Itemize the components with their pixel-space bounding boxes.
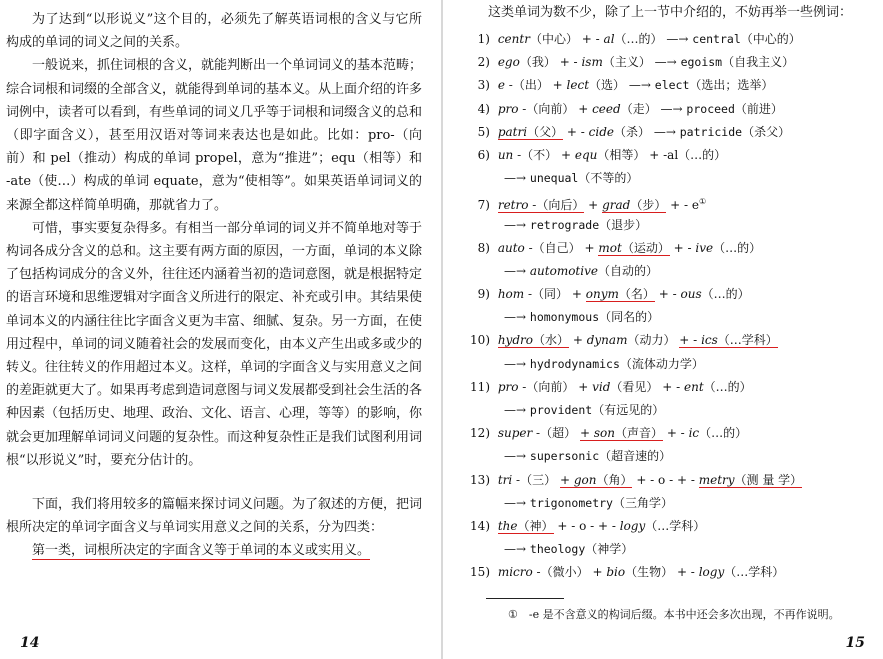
example-number: 6): [477, 147, 490, 162]
suffix: logy: [619, 518, 646, 533]
book-gutter: [441, 0, 443, 659]
prefix: pro -: [497, 101, 527, 116]
prefix: pro -: [497, 379, 527, 394]
example-number: 10): [470, 333, 490, 348]
example-number: 4): [477, 101, 490, 116]
root: the: [497, 518, 518, 533]
gloss: （向前）: [526, 101, 575, 116]
meaning: （三角学）: [612, 495, 673, 510]
plus: + -: [676, 565, 695, 580]
plus: +: [552, 78, 563, 93]
root: bio: [606, 565, 626, 580]
examples-list: [458, 28, 883, 585]
example-number: 3): [477, 78, 490, 93]
example-13: [458, 469, 883, 492]
gloss: （我）: [519, 55, 556, 70]
example-8-result: [458, 260, 883, 283]
word: elect: [654, 78, 690, 93]
example-number: 2): [477, 55, 490, 70]
gloss: （…的）: [614, 32, 663, 46]
word: homonymous: [529, 310, 600, 325]
meaning: （神学）: [585, 542, 634, 557]
gloss: （…的）: [703, 379, 752, 394]
right-page: [446, 0, 883, 659]
connector: + - o - + -: [636, 472, 695, 487]
gloss: （中心）: [529, 32, 578, 46]
gloss: （运动）: [621, 240, 670, 255]
example-number: 8): [477, 240, 490, 255]
plus: +: [572, 333, 583, 348]
connector: + - o - + -: [557, 518, 616, 533]
plus: + -: [666, 426, 685, 441]
suffix: ent: [684, 379, 704, 394]
example-7-result: [458, 214, 883, 237]
word: central: [692, 32, 741, 46]
gloss: （向前）: [526, 379, 575, 394]
arrow-icon: —→: [660, 101, 683, 116]
footnote: ① -e 是不含意义的构词后缀。本书中还会多次出现，不再作说明。: [508, 608, 840, 621]
plus: + -: [679, 333, 698, 348]
prefix: auto -: [497, 240, 533, 255]
gloss: （超）: [540, 426, 577, 441]
example-number: 12): [470, 426, 490, 441]
arrow-icon: —→: [504, 403, 527, 417]
gloss: （同）: [532, 287, 569, 302]
arrow-icon: —→: [504, 495, 527, 510]
arrow-icon: —→: [628, 78, 651, 93]
suffix: ive: [695, 240, 714, 255]
arrow-icon: —→: [504, 217, 527, 232]
word: proceed: [686, 101, 735, 116]
root: lect: [566, 78, 590, 93]
meaning: （中心的）: [740, 32, 801, 46]
word: automotive: [529, 263, 598, 278]
example-5: [458, 121, 883, 144]
meaning: （超音速的）: [599, 449, 672, 464]
paragraph-3: 可惜，事实要复杂得多。有相当一部分单词的词义并不简单地对等于构词各成分含义的总和。这主要有两方面的原因，一方面，单词的本义除了包括构词成分的含义外，往往还内涵着当初的造词意图，就是根据特定的语言环境和思维逻辑对字面含义所进行的限定、补充或引申。其结果使单词本义的内涵往往比字面含义更为丰富、细腻、复杂。另一方面，在使用过程中，单词的词义随着社会的发展而变化，由本义产生出或多或少的转义。往往转义的作用超过本义。这样，单词的字面含义与实用意义之间的差距就更大了。如果再考虑到造词意图与词义发展都受到社会生活的各种因素（包括历史、地理、政治、文化、语言、心理，等等）的影响，你就会更加理解单词词义问题的复杂性。而这种复杂性正是我们试图利用词根“以形说义”时，要充分估计的。: [6, 220, 423, 468]
gloss: （动力）: [627, 333, 676, 348]
example-9: [458, 283, 883, 306]
plus: +: [561, 147, 572, 162]
plus: +: [584, 240, 595, 255]
plus: +: [579, 426, 591, 441]
root: mot: [598, 240, 622, 255]
gloss: （角）: [596, 472, 633, 487]
meaning: （自动的）: [597, 263, 658, 278]
paragraph-2: 一般说来，抓住词根的含义，就能判断出一个单词词义的基本范畴；综合词根和词缀的全部含义，就能得到单词的基本义。从上面介绍的许多词例中，读者可以看到，有些单词的词义几乎等于词根和词缀含义的总和（即字面含义），甚至用汉语对等词来表达也是如此。比如：pro-（向前）和 pel（推动）构成的单词 propel，意为“推进”；equ（相等）和 -ate（使…）构成的单词 equate，意为“使相等”。如果英语单词词义的来源全都这样简单明确，那就省力了。: [6, 58, 423, 213]
plus: + -: [581, 32, 600, 46]
example-11: [458, 376, 883, 399]
root: metry: [698, 472, 735, 487]
gloss: （…学科）: [645, 518, 706, 533]
prefix: hom -: [497, 287, 533, 302]
example-3: [458, 74, 883, 97]
example-13-result: [458, 492, 883, 515]
meaning: （不等的）: [578, 171, 639, 186]
word: supersonic: [529, 449, 600, 464]
word: egoism: [680, 55, 723, 70]
prefix: e -: [497, 78, 513, 93]
page-number-left: 14: [20, 635, 40, 651]
prefix: retro -: [497, 198, 537, 213]
example-6: [458, 144, 883, 167]
category-one-sentence: 第一类，词根所决定的字面含义等于单词的本义或实用义。: [32, 543, 371, 559]
root: ceed: [592, 101, 621, 116]
plus: +: [578, 379, 589, 394]
plus: + -: [566, 124, 585, 139]
plus: +: [588, 198, 599, 213]
prefix: un -: [497, 147, 522, 162]
meaning: （同名的）: [599, 310, 660, 325]
gloss: （向后）: [536, 198, 585, 213]
plus: + -: [662, 379, 681, 394]
example-11-result: [458, 399, 883, 422]
root: onym: [585, 287, 619, 302]
arrow-icon: —→: [504, 356, 527, 371]
root: cide: [588, 124, 615, 139]
footnote-marker: ①: [699, 197, 707, 207]
example-12: [458, 422, 883, 445]
meaning: （流体动力学）: [619, 356, 704, 371]
suffix: ic: [688, 426, 700, 441]
suffix: logy: [698, 565, 725, 580]
gloss: （不）: [521, 147, 558, 162]
root: gon: [573, 472, 597, 487]
word: hydrodynamics: [529, 356, 620, 371]
gloss: （走）: [620, 101, 657, 116]
gloss: （…的）: [701, 287, 750, 302]
gloss: （主义）: [602, 55, 651, 70]
paragraph-4: 下面，我们将用较多的篇幅来探讨词义问题。为了叙述的方便，把词根所决定的单词字面含义与单词实用意义之间的关系，分为四类：: [6, 497, 423, 536]
arrow-icon: —→: [504, 542, 527, 557]
gloss: （…学科）: [717, 333, 778, 348]
example-number: 14): [470, 518, 490, 533]
example-12-result: [458, 445, 883, 468]
gloss: （…的）: [678, 147, 727, 162]
meaning: （选出；选举）: [689, 78, 774, 93]
arrow-icon: —→: [653, 124, 676, 139]
prefix: tri -: [497, 472, 521, 487]
example-2: [458, 51, 883, 74]
gloss: （步）: [630, 198, 667, 213]
example-number: 11): [470, 379, 490, 394]
gloss: （名）: [618, 287, 655, 302]
example-number: 1): [477, 32, 490, 46]
example-7: [458, 190, 883, 213]
meaning: （自我主义）: [722, 55, 795, 70]
root: dynam: [586, 333, 628, 348]
example-number: 15): [470, 565, 490, 580]
affix: al: [603, 32, 615, 46]
word: provident: [529, 403, 593, 417]
root: hydro: [497, 333, 533, 348]
gloss: （父）: [527, 124, 564, 139]
plus: + -: [559, 55, 578, 70]
gloss: （神）: [517, 518, 554, 533]
gloss: （杀）: [614, 124, 651, 139]
footnote-divider: [486, 598, 564, 599]
gloss: （选）: [589, 78, 626, 93]
plus: +: [559, 472, 570, 487]
prefix: micro -: [497, 565, 541, 580]
root: equ: [574, 147, 598, 162]
example-4: [458, 98, 883, 121]
meaning: （杀父）: [742, 124, 791, 139]
arrow-icon: —→: [504, 263, 527, 278]
examples-intro: 这类单词为数不少，除了上一节中介绍的，不妨再举一些例词：: [488, 5, 853, 20]
example-9-result: [458, 306, 883, 329]
root: son: [593, 426, 615, 441]
suffix: ics: [701, 333, 718, 348]
example-15: [458, 561, 883, 584]
arrow-icon: —→: [504, 449, 527, 464]
root: ego: [497, 55, 520, 70]
word: theology: [529, 542, 586, 557]
arrow-icon: —→: [504, 171, 527, 186]
arrow-icon: —→: [666, 32, 689, 46]
plus: +: [592, 565, 603, 580]
gloss: （微小）: [540, 565, 589, 580]
plus: +: [578, 101, 589, 116]
gloss: （看见）: [610, 379, 659, 394]
suffix: + - e: [670, 198, 700, 213]
gloss: （生物）: [625, 565, 674, 580]
plus: + -: [673, 240, 692, 255]
gloss: （三）: [520, 472, 557, 487]
plus: +: [571, 287, 582, 302]
meaning: （退步）: [599, 217, 648, 232]
prefix: super -: [497, 426, 541, 441]
gloss: （出）: [512, 78, 549, 93]
paragraph-1: 为了达到“以形说义”这个目的，必须先了解英语词根的含义与它所构成的单词的词义之间的关系。: [6, 12, 422, 51]
example-number: 7): [477, 198, 490, 213]
page-number-right: 15: [845, 635, 865, 651]
gloss: （…的）: [699, 426, 748, 441]
example-8: [458, 237, 883, 260]
left-page: [0, 0, 440, 659]
example-number: 9): [477, 287, 490, 302]
example-14-result: [458, 538, 883, 561]
word: retrograde: [529, 217, 600, 232]
gloss: （水）: [532, 333, 569, 348]
word: trigonometry: [529, 495, 613, 510]
paragraph-5: [6, 539, 422, 562]
gloss: （测 量 学）: [734, 472, 803, 487]
gloss: （声音）: [614, 426, 663, 441]
root: centr: [497, 32, 530, 46]
gloss: （…学科）: [724, 565, 785, 580]
gloss: （…的）: [713, 240, 762, 255]
arrow-icon: —→: [504, 310, 527, 325]
example-10: [458, 329, 883, 352]
arrow-icon: —→: [654, 55, 677, 70]
meaning: （前进）: [734, 101, 783, 116]
word: patricide: [679, 124, 743, 139]
example-number: 5): [477, 124, 490, 139]
meaning: （有远见的）: [592, 403, 665, 417]
suffix: ous: [680, 287, 702, 302]
example-number: 13): [470, 472, 490, 487]
root: vid: [592, 379, 611, 394]
example-14: [458, 515, 883, 538]
affix: ism: [581, 55, 603, 70]
gloss: （相等）: [597, 147, 646, 162]
plus: + -: [658, 287, 677, 302]
suffix: + -al: [649, 147, 679, 162]
root: patri: [497, 124, 528, 139]
word: unequal: [529, 171, 579, 186]
root: grad: [602, 198, 631, 213]
example-10-result: [458, 353, 883, 376]
gloss: （自己）: [532, 240, 581, 255]
example-6-result: [458, 167, 883, 190]
example-1: [458, 28, 883, 51]
